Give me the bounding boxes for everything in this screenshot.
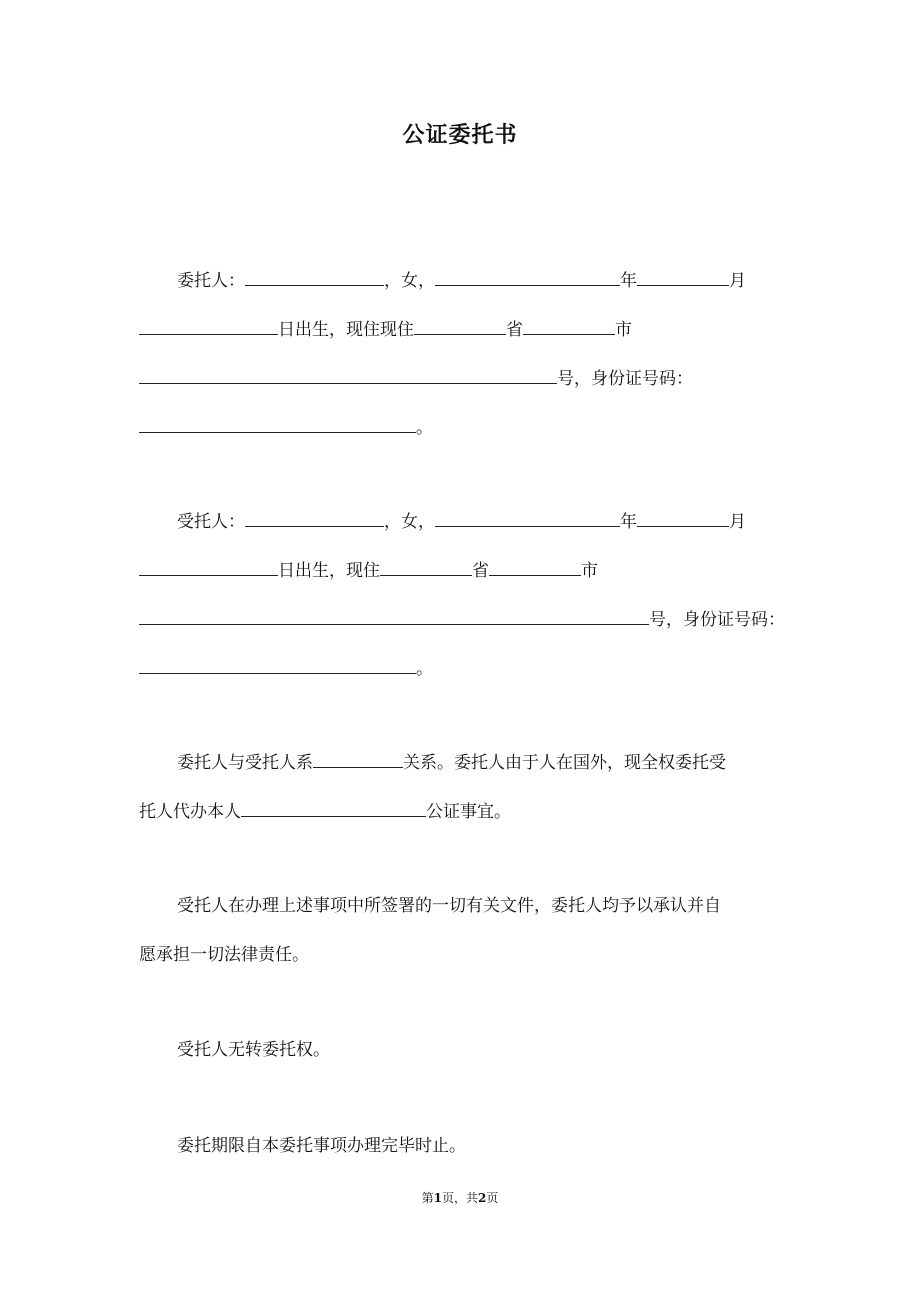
relation-line-2 <box>139 798 800 824</box>
agent-year-blank[interactable] <box>435 508 620 527</box>
relation-line-1 <box>177 749 800 775</box>
agent-id-blank[interactable] <box>139 655 416 674</box>
agent-day-blank[interactable] <box>139 557 278 576</box>
principal-province-label: 省 <box>506 320 523 340</box>
relation-text-4: 公证事宜。 <box>426 802 511 822</box>
principal-id-blank[interactable] <box>139 414 416 433</box>
recognition-line-2: 愿承担一切法律责任。 <box>139 945 309 965</box>
term-clause: 委托期限自本委托事项办理完毕时止。 <box>177 1136 466 1156</box>
agent-line-3 <box>139 606 802 632</box>
agent-month-label: 月 <box>729 512 746 532</box>
principal-month-blank[interactable] <box>637 267 729 286</box>
principal-line-2 <box>139 316 800 342</box>
agent-id-label: 号，身份证号码： <box>649 610 785 630</box>
agent-line-4 <box>139 655 800 681</box>
principal-year-label: 年 <box>620 271 637 291</box>
principal-address-blank[interactable] <box>139 365 557 384</box>
relation-text-1: 委托人与受托人系 <box>177 753 313 773</box>
agent-line-2 <box>139 557 800 583</box>
recognition-line-1: 受托人在办理上述事项中所签署的一切有关文件，委托人均予以承认并自 <box>177 896 721 916</box>
principal-city-blank[interactable] <box>523 316 615 335</box>
relation-text-3: 托人代办本人 <box>139 802 241 822</box>
agent-address-blank[interactable] <box>139 606 649 625</box>
relation-text-2: 关系。委托人由于人在国外，现全权委托受 <box>403 753 726 773</box>
agent-province-label: 省 <box>472 561 489 581</box>
principal-year-blank[interactable] <box>435 267 620 286</box>
agent-month-blank[interactable] <box>637 508 729 527</box>
principal-line-4 <box>139 414 800 440</box>
agent-end: 。 <box>416 659 433 679</box>
principal-province-blank[interactable] <box>414 316 506 335</box>
principal-city-label: 市 <box>615 320 632 340</box>
agent-label: 受托人： <box>177 512 245 532</box>
relation-blank[interactable] <box>313 749 403 768</box>
agent-gender: ，女， <box>384 512 435 532</box>
agent-year-label: 年 <box>620 512 637 532</box>
no-transfer-clause: 受托人无转委托权。 <box>177 1040 330 1060</box>
principal-born-residence: 日出生，现住现住 <box>278 320 414 340</box>
page-footer: 第1页，共2页 <box>421 1191 499 1205</box>
principal-line-3 <box>139 365 800 391</box>
agent-province-blank[interactable] <box>380 557 472 576</box>
agent-line-1 <box>177 508 800 534</box>
principal-line-1 <box>177 267 800 293</box>
page-title: 公证委托书 <box>402 123 518 148</box>
agent-name-blank[interactable] <box>245 508 384 527</box>
agent-city-label: 市 <box>581 561 598 581</box>
agent-born-residence: 日出生，现住 <box>278 561 380 581</box>
principal-month-label: 月 <box>729 271 746 291</box>
agent-city-blank[interactable] <box>489 557 581 576</box>
principal-name-blank[interactable] <box>245 267 384 286</box>
total-page-count: 2 <box>478 1191 487 1205</box>
principal-id-label: 号，身份证号码： <box>557 369 693 389</box>
principal-gender: ，女， <box>384 271 435 291</box>
principal-day-blank[interactable] <box>139 316 278 335</box>
principal-label: 委托人： <box>177 271 245 291</box>
current-page-number: 1 <box>433 1191 442 1205</box>
principal-end: 。 <box>416 418 433 438</box>
notary-matter-blank[interactable] <box>241 798 426 817</box>
